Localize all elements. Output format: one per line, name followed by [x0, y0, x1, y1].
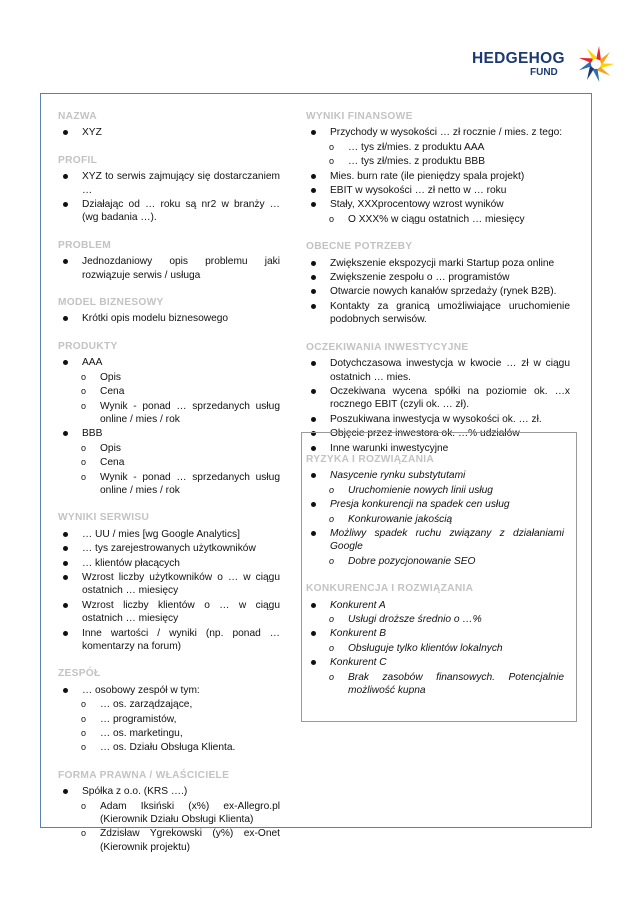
section-list-obecne-potrzeby — [306, 257, 570, 327]
section-heading-profil: PROFIL — [58, 154, 98, 166]
sub-bullet-item: o … os. marketingu, — [58, 727, 280, 740]
bullet-item: Dotychczasowa inwestycja w kwocie … zł w ciągu ostatnich … mies. — [306, 357, 570, 384]
hedgehog-fund-logo — [470, 50, 620, 84]
bullet-item: Konkurent C — [306, 656, 564, 669]
hedgehog-burst-icon — [576, 44, 616, 84]
bullet-item: Działając od … roku są nr2 w branży … (wg badania …). — [58, 198, 280, 225]
bullet-item: Krótki opis modelu biznesowego — [58, 312, 280, 325]
sub-bullet-item: o Cena — [58, 385, 280, 398]
sub-bullet-item: o Obsługuje tylko klientów lokalnych — [306, 642, 564, 655]
logo-main-text: HEDGEHOG — [472, 50, 565, 67]
sub-bullet-item: o … programistów, — [58, 713, 280, 726]
sub-bullet-item: o Uruchomienie nowych linii usług — [306, 484, 564, 497]
bullet-item: Spółka z o.o. (KRS ….) — [58, 785, 280, 798]
bullet-item: Konkurent B — [306, 627, 564, 640]
section-list-wyniki-finansowe — [306, 126, 570, 226]
logo-sub-text: FUND — [530, 67, 558, 78]
document-frame — [40, 93, 592, 853]
sub-bullet-item: o Wynik - ponad … sprzedanych usług online / mies / rok — [58, 471, 280, 498]
sub-bullet-item: o Cena — [58, 456, 280, 469]
bullet-item: Jednozdaniowy opis problemu jaki rozwiązuje serwis / usługa — [58, 255, 280, 282]
section-heading-wyniki-finansowe: WYNIKI FINANSOWE — [306, 111, 413, 122]
sub-bullet-item: o Wynik - ponad … sprzedanych usług online / mies / rok — [58, 400, 280, 427]
sub-bullet-item: o Usługi droższe średnio o …% — [306, 613, 564, 626]
section-heading-konkurencja-i-rozwiazania: KONKURENCJA I ROZWIĄZANIA — [306, 583, 474, 595]
sub-bullet-item: o Dobre pozycjonowanie SEO — [306, 555, 564, 568]
bullet-item: … osobowy zespół w tym: — [58, 684, 280, 697]
bullet-item: … tys zarejestrowanych użytkowników — [58, 542, 280, 555]
sub-bullet-item: o … os. zarządzające, — [58, 698, 280, 711]
bullet-item: … UU / mies [wg Google Analytics] — [58, 528, 280, 541]
bullet-item: Objęcie przez inwestora ok. …% udziałów — [306, 427, 570, 440]
sub-bullet-item: o Zdzisław Ygrekowski (y%) ex-Onet (Kierownik projektu) — [58, 827, 280, 854]
section-heading-obecne-potrzeby: OBECNE POTRZEBY — [306, 241, 413, 253]
section-list-profil — [58, 170, 280, 225]
section-list-forma-prawna-wlasciciele — [58, 785, 280, 854]
bullet-item: Oczekiwana wycena spółki na poziomie ok. …x rocznego EBIT (czyli ok. … zł). — [306, 385, 570, 412]
bullet-item: XYZ to serwis zajmujący się dostarczaniem … — [58, 170, 280, 197]
bullet-item: Zwiększenie zespołu o … programistów — [306, 271, 570, 284]
sub-bullet-item: o Adam Iksiński (x%) ex-Allegro.pl (Kierownik Działu Obsługi Klienta) — [58, 800, 280, 827]
section-list-model-biznesowy — [58, 312, 280, 325]
section-heading-nazwa: NAZWA — [58, 111, 97, 122]
right-column — [306, 110, 570, 456]
sub-bullet-item: o Konkurowanie jakością — [306, 513, 564, 526]
section-heading-problem: PROBLEM — [58, 239, 112, 251]
section-heading-ryzyka-i-rozwiazania: RYZYKA I ROZWIĄZANIA — [306, 454, 435, 465]
bullet-item: BBB — [58, 427, 280, 440]
bullet-item: Presja konkurencji na spadek cen usług — [306, 498, 564, 511]
section-list-konkurencja-i-rozwiazania — [306, 599, 564, 698]
section-heading-produkty: PRODUKTY — [58, 340, 118, 352]
bullet-item: Nasycenie rynku substytutami — [306, 469, 564, 482]
section-list-produkty — [58, 356, 280, 497]
section-heading-oczekiwania-inwestycyjne: OCZEKIWANIA INWESTYCYJNE — [306, 341, 469, 353]
sub-bullet-item: o Opis — [58, 442, 280, 455]
bullet-item: Konkurent A — [306, 599, 564, 612]
section-heading-model-biznesowy: MODEL BIZNESOWY — [58, 297, 164, 309]
bullet-item: EBIT w wysokości … zł netto w … roku — [306, 184, 570, 197]
sub-bullet-item: o … os. Działu Obsługa Klienta. — [58, 741, 280, 754]
logo-text — [472, 51, 565, 78]
bullet-item: Stały, XXXprocentowy wzrost wyników — [306, 198, 570, 211]
bullet-item: Inne warunki inwestycyjne — [306, 442, 570, 455]
section-list-wyniki-serwisu — [58, 528, 280, 654]
bullet-item: Otwarcie nowych kanałów sprzedaży (rynek B2B). — [306, 285, 570, 298]
bullet-item: XYZ — [58, 126, 280, 139]
risks-competition-box — [301, 432, 577, 722]
sub-bullet-item: o Brak zasobów finansowych. Potencjalnie możliwość kupna — [306, 671, 564, 698]
bullet-item: Mies. burn rate (ile pieniędzy spala projekt) — [306, 170, 570, 183]
bullet-item: … klientów płacących — [58, 557, 280, 570]
bullet-item: Możliwy spadek ruchu związany z działaniami Google — [306, 527, 564, 554]
section-list-zespol — [58, 684, 280, 755]
bullet-item: Przychody w wysokości … zł rocznie / mies. z tego: — [306, 126, 570, 139]
section-heading-wyniki-serwisu: WYNIKI SERWISU — [58, 512, 150, 524]
section-list-ryzyka-i-rozwiazania — [306, 469, 564, 568]
box-column — [306, 453, 564, 699]
bullet-item: Wzrost liczby użytkowników o … w ciągu ostatnich … miesięcy — [58, 571, 280, 598]
sub-bullet-item: o Opis — [58, 371, 280, 384]
bullet-item: Kontakty za granicą umożliwiające uruchomienie podobnych serwisów. — [306, 300, 570, 327]
sub-bullet-item: o … tys zł/mies. z produktu AAA — [306, 141, 570, 154]
bullet-item: Inne wartości / wyniki (np. ponad … komentarzy na forum) — [58, 627, 280, 654]
sub-bullet-item: o … tys zł/mies. z produktu BBB — [306, 155, 570, 168]
bullet-item: Wzrost liczby klientów o … w ciągu ostatnich … miesięcy — [58, 599, 280, 626]
left-column — [58, 110, 280, 855]
bullet-item: AAA — [58, 356, 280, 369]
bullet-item: Poszukiwana inwestycja w wysokości ok. … zł. — [306, 413, 570, 426]
sub-bullet-item: o O XXX% w ciągu ostatnich … miesięcy — [306, 213, 570, 226]
section-heading-forma-prawna-wlasciciele: FORMA PRAWNA / WŁAŚCICIELE — [58, 769, 230, 781]
section-list-nazwa — [58, 126, 280, 139]
bullet-item: Zwiększenie ekspozycji marki Startup poza online — [306, 257, 570, 270]
section-list-problem — [58, 255, 280, 282]
section-heading-zespol: ZESPÓŁ — [58, 668, 101, 680]
